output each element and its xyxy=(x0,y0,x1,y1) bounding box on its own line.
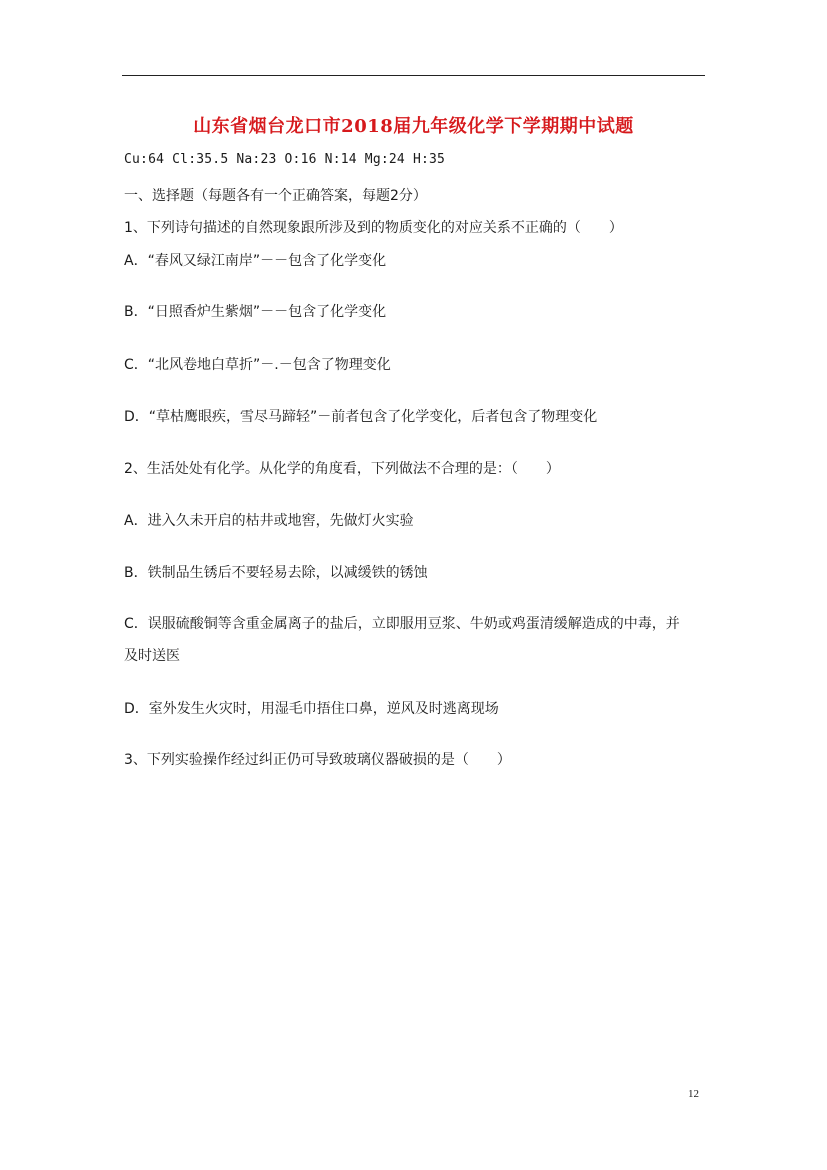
page-title: 山东省烟台龙口市2018届九年级化学下学期期中试题 xyxy=(193,116,634,137)
question-2-option-a: A．进入久未开启的枯井或地窖，先做灯火实验 xyxy=(124,513,414,529)
question-1-option-b: B．“日照香炉生紫烟”－－包含了化学变化 xyxy=(124,304,387,320)
question-2-stem: 2、生活处处有化学。从化学的角度看，下列做法不合理的是：（ ） xyxy=(124,461,560,477)
question-1-option-a: A．“春风又绿江南岸”－－包含了化学变化 xyxy=(124,253,387,269)
page-number: 12 xyxy=(688,1088,699,1100)
question-3-stem: 3、下列实验操作经过纠正仍可导致玻璃仪器破损的是（ ） xyxy=(124,752,511,768)
question-2-option-c-continued: 及时送医 xyxy=(124,648,180,664)
section-heading: 一、选择题（每题各有一个正确答案，每题2分） xyxy=(124,188,427,204)
question-1-option-c: C．“北风卷地白草折”－.－包含了物理变化 xyxy=(124,357,391,373)
question-2-option-c: C．误服硫酸铜等含重金属离子的盐后，立即服用豆浆、牛奶或鸡蛋清缓解造成的中毒，并 xyxy=(124,616,680,632)
question-2-option-d: D．室外发生火灾时，用湿毛巾捂住口鼻，逆风及时逃离现场 xyxy=(124,701,499,717)
header-rule xyxy=(122,75,705,76)
atomic-masses: Cu:64 Cl:35.5 Na:23 O:16 N:14 Mg:24 H:35 xyxy=(124,152,446,167)
question-1-stem: 1、下列诗句描述的自然现象跟所涉及到的物质变化的对应关系不正确的（ ） xyxy=(124,220,623,236)
question-2-option-b: B．铁制品生锈后不要轻易去除，以减缓铁的锈蚀 xyxy=(124,565,428,581)
question-1-option-d: D．“草枯鹰眼疾，雪尽马蹄轻”－前者包含了化学变化，后者包含了物理变化 xyxy=(124,409,598,425)
